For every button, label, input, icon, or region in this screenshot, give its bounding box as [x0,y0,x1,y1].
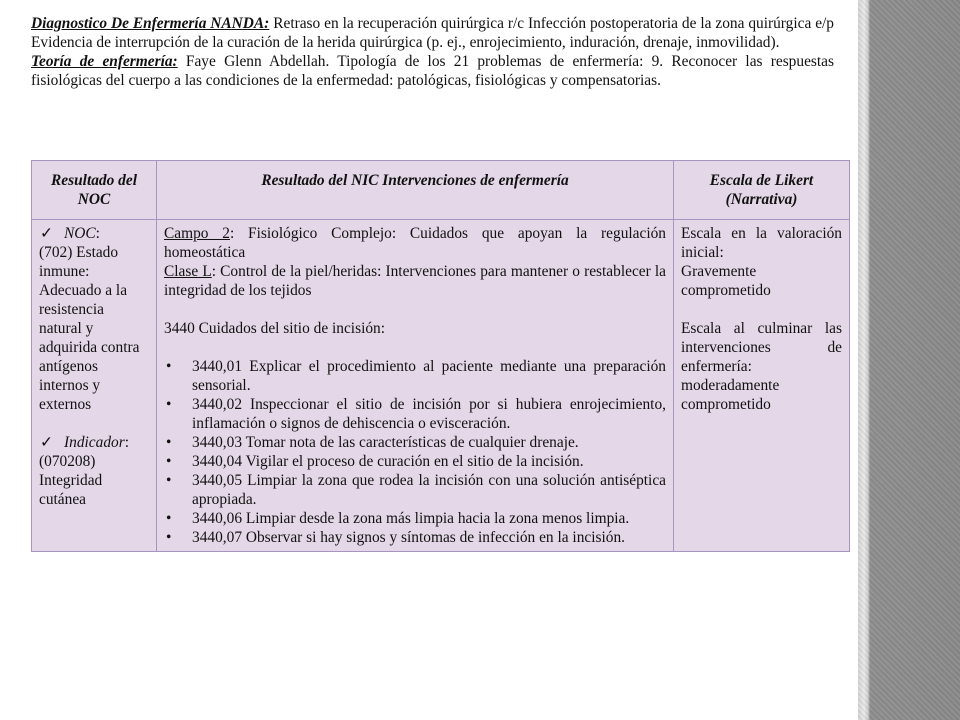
activity-list [164,357,666,547]
activity-text: 3440,05 Limpiar la zona que rodea la incisión con una solución antiséptica apropiada. [192,472,666,508]
check-icon: ✓ [40,225,53,242]
list-item [166,433,666,452]
clase-text: : Control de la piel/heridas: Intervenciones para mantener o restablecer la integridad de los tejidos [164,263,666,299]
likert-final-label: Escala al culminar las intervenciones de enfermería: [681,320,842,375]
clase-label: Clase L [164,263,212,280]
indicator-item: ✓ Indicador: [40,434,129,451]
decorative-side-band [858,0,960,720]
bullet-icon: • [166,453,172,470]
intro-section [31,14,834,90]
noc-cell [32,220,157,552]
theory-text: Faye Glenn Abdellah. Tipología de los 21 problemas de enfermería: 9. Reconocer las respuestas fisiológicas del cuerpo a las condiciones de la enfermedad: patológicas, fisiológicas y compensatorias. [31,53,834,89]
noc-item: ✓ NOC: [40,225,100,242]
indicator-label: Indicador [64,434,125,451]
likert-final-value: moderadamente comprometido [681,377,780,413]
noc-text: (702) Estado inmune: Adecuado a la resistencia natural y adquirida contra antígenos internos y externos [39,244,140,413]
list-item [166,395,666,433]
list-item [166,452,666,471]
activity-text: 3440,03 Tomar nota de las características de cualquier drenaje. [192,434,579,451]
nic-clase [164,262,666,300]
check-icon: ✓ [40,434,53,451]
bullet-icon: • [166,434,172,451]
likert-cell [674,220,850,552]
activity-text: 3440,01 Explicar el procedimiento al paciente mediante una preparación sensorial. [192,358,666,394]
header-nic: Resultado del NIC Intervenciones de enfermería [157,161,674,220]
indicator-text: (070208) Integridad cutánea [39,453,103,508]
intervention-title: 3440 Cuidados del sitio de incisión: [164,320,386,337]
campo-text: : Fisiológico Complejo: Cuidados que apoyan la regulación homeostática [164,225,666,261]
list-item [166,471,666,509]
activity-text: 3440,07 Observar si hay signos y síntomas de infección en la incisión. [192,529,625,546]
nanda-diagnosis [31,14,834,52]
nic-campo [164,224,666,262]
bullet-icon: • [166,529,172,546]
nanda-label: Diagnostico De Enfermería NANDA: [31,15,270,32]
bullet-icon: • [166,358,172,375]
nursing-theory [31,52,834,90]
header-likert: Escala de Likert (Narrativa) [674,161,850,220]
care-plan-table [31,160,850,552]
bullet-icon: • [166,396,172,413]
list-item [166,509,666,528]
list-item [166,357,666,395]
theory-label: Teoría de enfermería: [31,53,178,70]
activity-text: 3440,02 Inspeccionar el sitio de incisión por si hubiera enrojecimiento, inflamación o signos de dehiscencia o evisceración. [192,396,666,432]
header-noc: Resultado del NOC [32,161,157,220]
bullet-icon: • [166,510,172,527]
bullet-icon: • [166,472,172,489]
table-header-row [32,161,850,220]
nanda-text: Retraso en la recuperación quirúrgica r/c Infección postoperatoria de la zona quirúrgica e/p Evidencia de interrupción de la curación de la herida quirúrgica (p. ej., enrojecimiento, induración, drenaje, inmovilidad). [31,15,834,51]
activity-text: 3440,06 Limpiar desde la zona más limpia hacia la zona menos limpia. [192,510,630,527]
likert-initial-value: Gravemente comprometido [681,263,771,299]
activity-text: 3440,04 Vigilar el proceso de curación en el sitio de la incisión. [192,453,584,470]
nic-cell [157,220,674,552]
campo-label: Campo 2 [164,225,230,242]
table-row [32,220,850,552]
noc-label: NOC [64,225,96,242]
likert-initial-label: Escala en la valoración inicial: [681,225,842,261]
list-item [166,528,666,547]
